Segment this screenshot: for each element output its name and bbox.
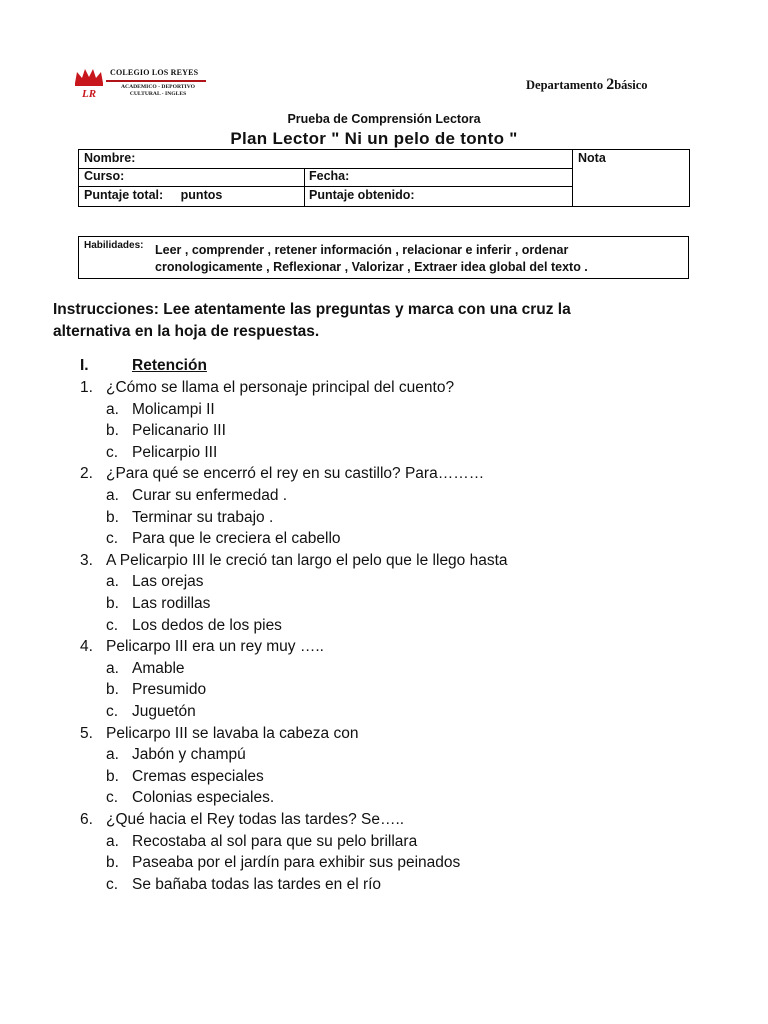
option-letter: c. bbox=[106, 443, 119, 461]
student-info-table bbox=[78, 149, 690, 207]
option-text: Los dedos de los pies bbox=[132, 616, 282, 634]
skills-line-2: cronologicamente , Reflexionar , Valorizar , Extraer idea global del texto . bbox=[155, 260, 588, 274]
option-text: Las orejas bbox=[132, 573, 204, 591]
option-text: Para que le creciera el cabello bbox=[132, 530, 341, 548]
skills-label: Habilidades: bbox=[84, 240, 144, 251]
option-letter: a. bbox=[106, 400, 119, 418]
course-field-label: Curso: bbox=[84, 169, 125, 183]
logo-initials: LR bbox=[81, 88, 97, 100]
skills-line-1: Leer , comprender , retener información , relacionar e inferir , ordenar bbox=[155, 243, 569, 257]
total-score-units: puntos bbox=[180, 188, 223, 202]
option-letter: b. bbox=[106, 854, 119, 872]
option-letter: c. bbox=[106, 616, 119, 634]
option-text: Paseaba por el jardín para exhibir sus peinados bbox=[132, 854, 461, 872]
obtained-score-label: Puntaje obtenido: bbox=[309, 188, 415, 202]
option-text: Presumido bbox=[132, 681, 207, 699]
option-letter: b. bbox=[106, 767, 119, 785]
option-letter: c. bbox=[106, 789, 119, 807]
question-text: ¿Qué hacia el Rey todas las tardes? Se….. bbox=[106, 811, 405, 828]
plan-title: Plan Lector " Ni un pelo de tonto " bbox=[230, 129, 518, 148]
skills-box bbox=[78, 236, 689, 279]
section-number: I. bbox=[80, 357, 89, 374]
total-score-label bbox=[79, 188, 222, 202]
option-letter: a. bbox=[106, 573, 119, 591]
option-letter: a. bbox=[106, 746, 119, 764]
grade-number: 2 bbox=[606, 76, 615, 93]
instructions bbox=[53, 299, 713, 343]
option-text: Colonias especiales. bbox=[132, 789, 275, 807]
school-logo bbox=[72, 64, 232, 104]
logo-divider bbox=[106, 80, 206, 82]
instructions-line-1: Instrucciones: Lee atentamente las preguntas y marca con una cruz la bbox=[53, 301, 571, 318]
question-number: 5. bbox=[80, 724, 93, 742]
grade-word: básico bbox=[614, 78, 648, 92]
school-tagline-1: ACADEMICO - DEPORTIVO bbox=[121, 84, 195, 90]
question-text: A Pelicarpio III le creció tan largo el pelo que le llego hasta bbox=[106, 551, 508, 569]
school-name: COLEGIO LOS REYES bbox=[110, 68, 199, 77]
skills-list bbox=[155, 242, 685, 276]
option-letter: a. bbox=[106, 659, 119, 677]
school-tagline-2: CULTURAL - INGLES bbox=[129, 91, 187, 97]
option-letter: c. bbox=[106, 875, 119, 893]
date-field-label: Fecha: bbox=[309, 169, 350, 183]
name-field-label: Nombre: bbox=[84, 151, 136, 165]
test-title: Prueba de Comprensión Lectora bbox=[287, 112, 481, 126]
question-number: 1. bbox=[80, 379, 93, 396]
crown-icon bbox=[72, 66, 106, 100]
question-number: 4. bbox=[80, 638, 93, 656]
section-title: Retención bbox=[132, 357, 207, 374]
option-text: Molicampi II bbox=[132, 400, 215, 418]
option-text: Pelicanario III bbox=[132, 422, 226, 440]
instructions-line-2: alternativa en la hoja de respuestas. bbox=[53, 323, 320, 340]
question-text: Pelicarpo III era un rey muy ….. bbox=[106, 638, 324, 656]
option-letter: b. bbox=[106, 681, 119, 699]
question-text: ¿Cómo se llama el personaje principal del cuento? bbox=[106, 379, 455, 396]
option-text: Jabón y champú bbox=[132, 746, 246, 764]
option-text: Se bañaba todas las tardes en el río bbox=[132, 875, 382, 893]
option-text: Terminar su trabajo . bbox=[132, 508, 274, 526]
option-letter: b. bbox=[106, 422, 119, 440]
school-tagline bbox=[110, 84, 206, 98]
option-text: Recostaba al sol para que su pelo brillara bbox=[132, 832, 418, 850]
option-text: Amable bbox=[132, 659, 185, 677]
option-text: Pelicarpio III bbox=[132, 443, 218, 461]
option-letter: b. bbox=[106, 508, 119, 526]
option-letter: b. bbox=[106, 595, 119, 612]
option-letter: c. bbox=[106, 530, 119, 548]
question-text: Pelicarpo III se lavaba la cabeza con bbox=[106, 724, 359, 742]
question-number: 3. bbox=[80, 551, 93, 569]
total-score-text: Puntaje total: bbox=[84, 188, 164, 202]
option-text: Curar su enfermedad . bbox=[132, 487, 288, 504]
grade-field-label: Nota bbox=[578, 151, 606, 165]
option-letter: a. bbox=[106, 832, 119, 850]
question-number: 2. bbox=[80, 465, 93, 483]
option-text: Las rodillas bbox=[132, 595, 211, 612]
option-letter: a. bbox=[106, 487, 119, 504]
question-text: ¿Para qué se encerró el rey en su castillo? Para……… bbox=[106, 465, 485, 483]
department-word: Departamento bbox=[526, 78, 604, 92]
department-label bbox=[526, 76, 648, 94]
table-divider bbox=[79, 186, 572, 187]
option-text: Cremas especiales bbox=[132, 767, 264, 785]
option-letter: c. bbox=[106, 703, 119, 720]
question-number: 6. bbox=[80, 811, 93, 828]
option-text: Juguetón bbox=[132, 703, 196, 720]
